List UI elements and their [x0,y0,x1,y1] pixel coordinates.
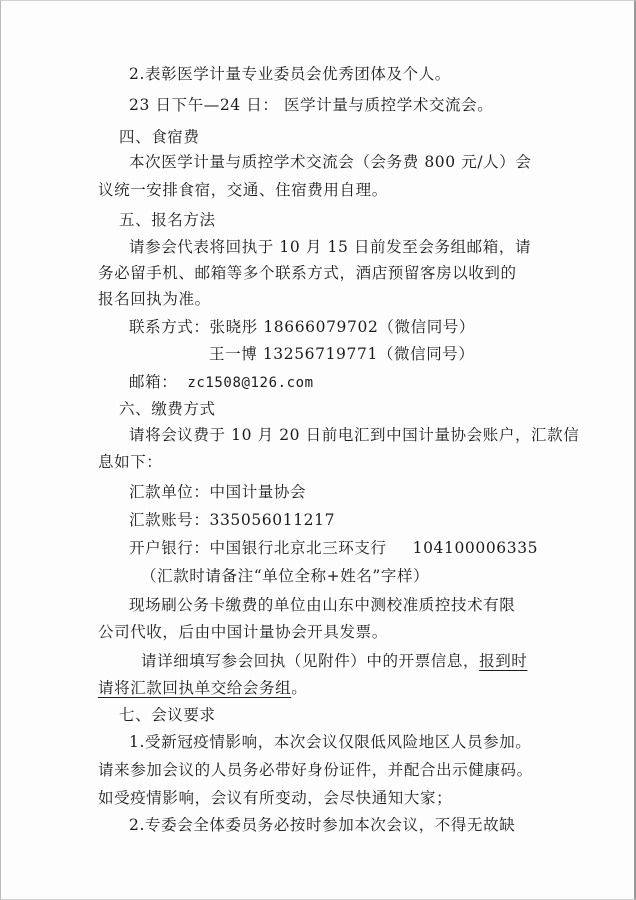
bank-line [129,537,538,559]
section-heading-5: 五、报名方法 [119,211,216,229]
remittance-note: （汇款时请备注“单位全称+姓名”字样） [141,567,430,585]
requirement-item-2: 2.专委会全体委员务必按时参加本次会议，不得无故缺 [129,816,516,834]
requirement-item-1: 1.受新冠疫情影响，本次会议仅限低风险地区人员参加。 [129,733,532,751]
paragraph-line: 息如下： [98,453,163,471]
agenda-item-2: 2.表彰医学计量专业委员会优秀团体及个人。 [129,65,451,83]
payee-line: 汇款单位：中国计量协会 [129,483,307,501]
email-address: zc1508@126.com [187,375,314,391]
account-line: 汇款账号：335056011217 [129,511,336,529]
paragraph-line: 议统一安排食宿，交通、住宿费用自理。 [98,181,388,199]
underlined-instruction: 请将汇款回执单交给会务组 [98,679,292,697]
paragraph-line: 务必留手机、邮箱等多个联系方式，酒店预留客房以收到的 [98,264,517,282]
paragraph-line [141,650,527,672]
bank-name: 开户银行：中国银行北京北三环支行 [129,539,387,557]
paragraph-line: 请来参加会议的人员务必带好身份证件，并配合出示健康码。 [98,761,533,779]
email-line [129,371,314,394]
paragraph-line: 请参会代表将回执于 10 月 15 日前发至会务组邮箱，请 [129,238,532,256]
underlined-instruction: 报到时 [479,652,528,670]
paragraph-line: 报名回执为准。 [98,290,211,308]
contact-line-1: 联系方式：张晓彤 18666079702（微信同号） [129,318,476,336]
paragraph-line [98,677,307,699]
section-heading-7: 七、会议要求 [119,706,216,724]
paragraph-line: 公司代收，后由中国计量协会开具发票。 [98,623,388,641]
invoice-instruction: 请详细填写参会回执（见附件）中的开票信息， [141,652,480,670]
period: 。 [291,679,308,697]
contact-line-2: 王一博 13256719771（微信同号） [209,345,475,363]
section-heading-6: 六、缴费方式 [119,400,216,418]
paragraph-line: 如受疫情影响，会议有所变动，会尽快通知大家； [98,789,453,807]
paragraph-line: 请将会议费于 10 月 20 日前电汇到中国计量协会账户，汇款信 [129,426,580,444]
paragraph-line: 本次医学计量与质控学术交流会（会务费 800 元/人）会 [129,153,532,171]
paragraph-line: 现场刷公务卡缴费的单位由山东中测校准质控技术有限 [129,596,516,614]
email-label: 邮箱： [129,373,178,391]
section-heading-4: 四、食宿费 [119,128,200,146]
agenda-day-23-24: 23 日下午—24 日： 医学计量与质控学术交流会。 [129,96,494,114]
bank-code: 104100006335 [412,539,539,557]
